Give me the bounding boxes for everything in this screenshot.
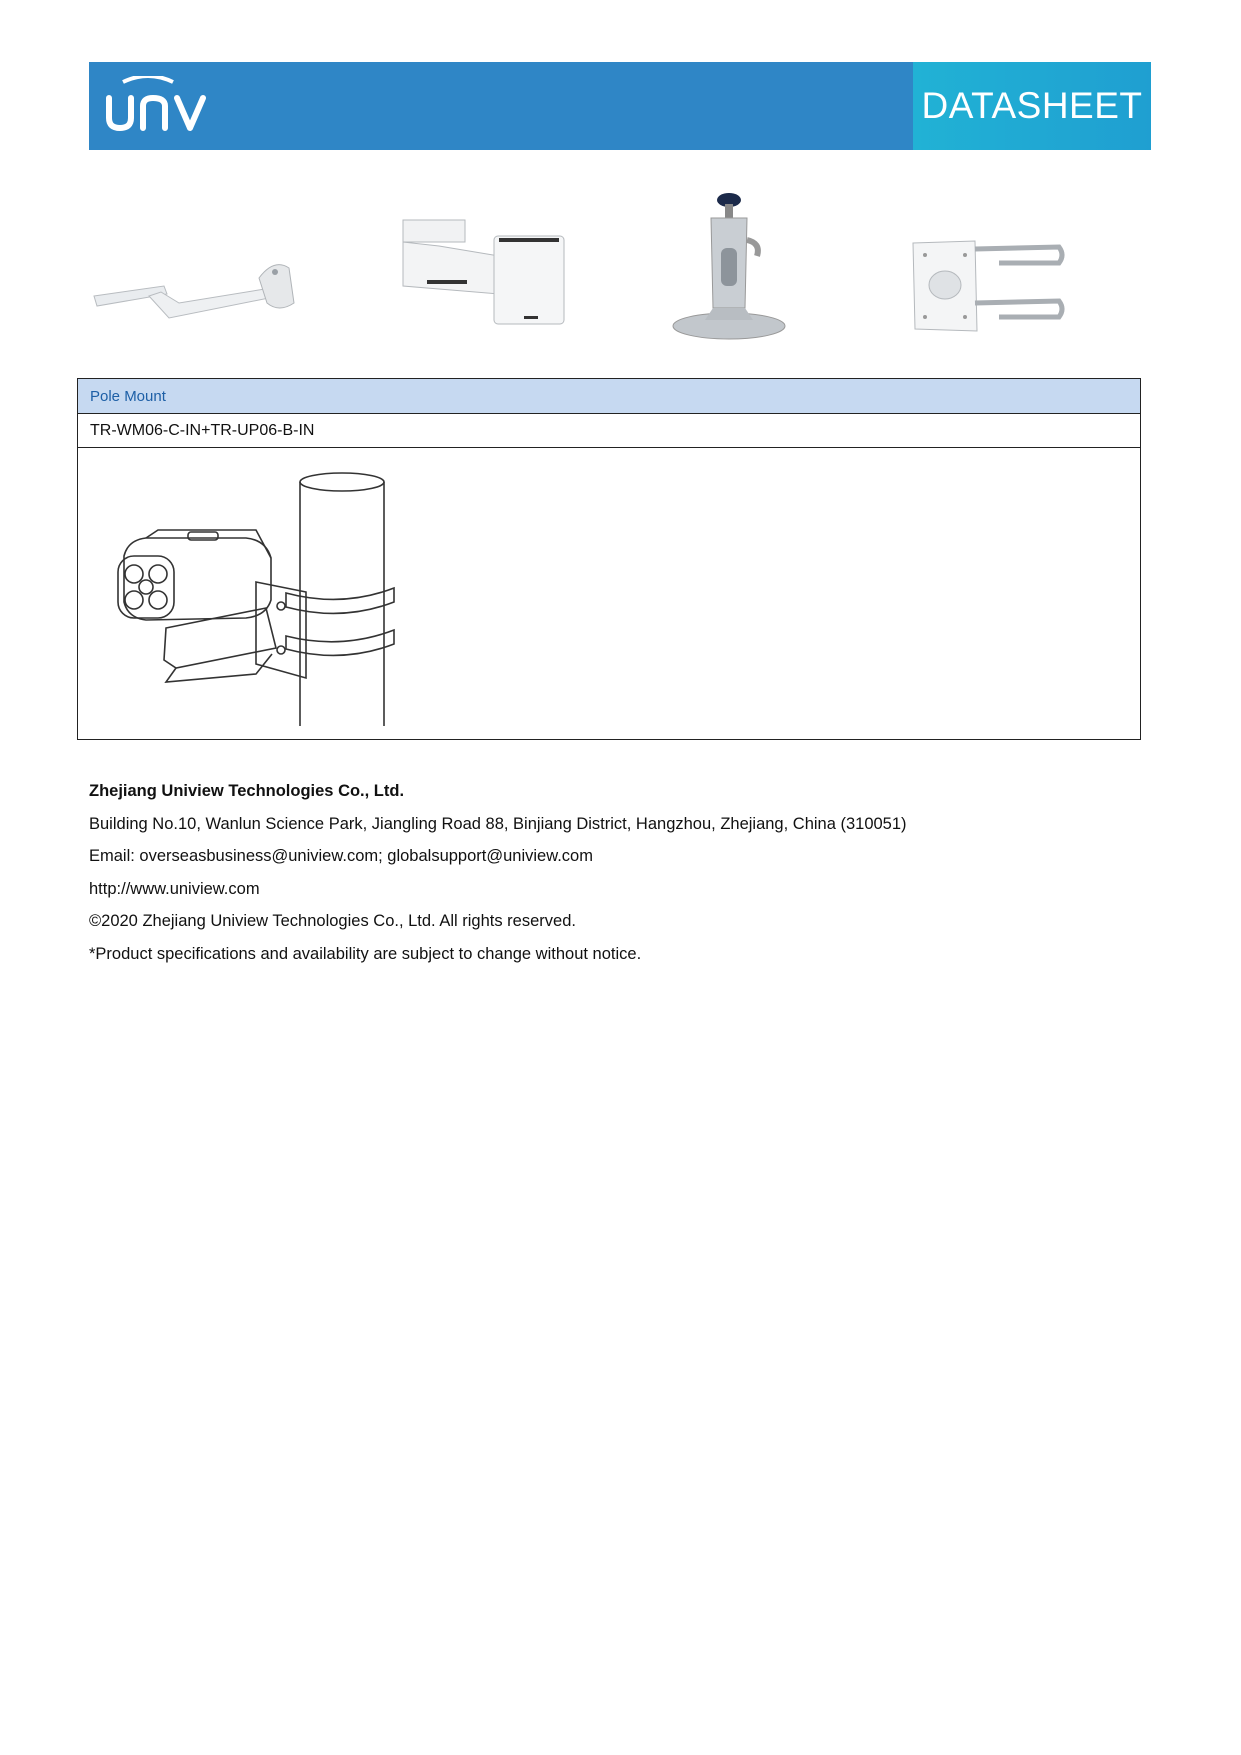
company-address: Building No.10, Wanlun Science Park, Jiangling Road 88, Binjiang District, Hangzhou, Zhejiang, China (310051) [89,814,907,833]
unv-logo [103,76,213,136]
doc-type-label: DATASHEET [921,85,1143,126]
pole-mount-adapter-icon [909,233,1069,338]
installation-diagram [78,448,1140,739]
pole-mount-diagram-icon [106,468,426,728]
product-gallery [89,188,1151,348]
disclaimer-text: *Product specifications and availability are subject to change without notice. [89,944,642,963]
copyright-text: ©2020 Zhejiang Uniview Technologies Co., Ltd. All rights reserved. [89,912,576,930]
company-footer [89,775,1149,970]
ceiling-mount-stand-icon [669,188,789,343]
wall-mount-bracket-icon [89,258,309,338]
website-link[interactable]: http://www.uniview.com [89,879,260,898]
company-name: Zhejiang Uniview Technologies Co., Ltd. [89,782,405,800]
section-title: Pole Mount [78,379,1140,414]
junction-box-bracket-icon [399,216,574,326]
header-banner [89,62,1151,150]
model-number: TR-WM06-C-IN+TR-UP06-B-IN [78,414,1140,448]
contact-email: Email: overseasbusiness@uniview.com; globalsupport@uniview.com [89,847,593,865]
spec-table [77,378,1141,740]
datasheet-tag [913,62,1151,150]
